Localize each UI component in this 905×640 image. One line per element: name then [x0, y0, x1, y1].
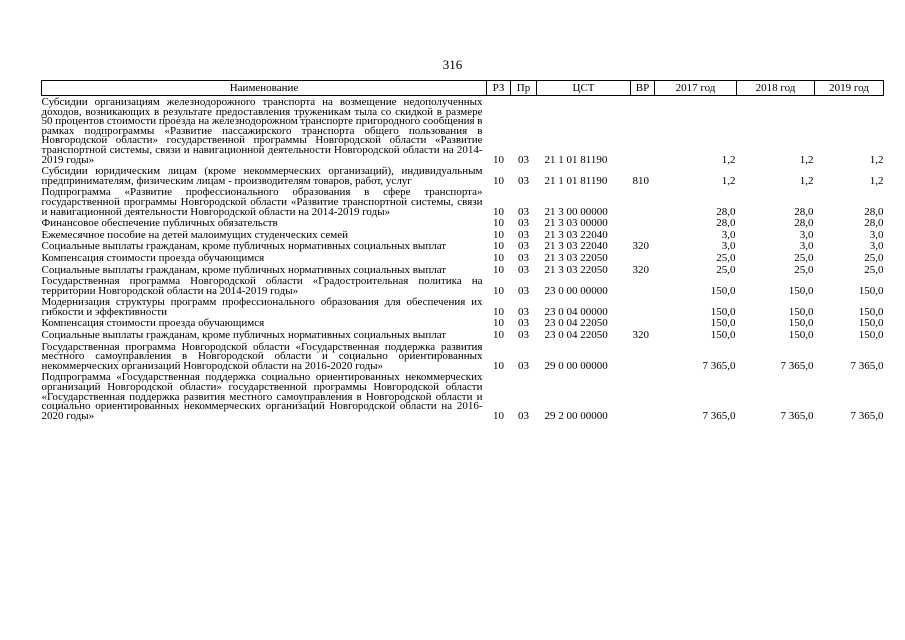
- row-vr: [631, 296, 655, 317]
- row-rz: 10: [493, 329, 504, 342]
- table-row: [42, 341, 884, 372]
- header-vr: ВР: [631, 81, 655, 96]
- row-2018: 150,0: [788, 317, 814, 330]
- table-row: [42, 264, 884, 276]
- row-cst: 21 1 01 81190: [544, 153, 608, 166]
- row-2017: 25,0: [716, 263, 736, 276]
- row-cst: 23 0 00 00000: [544, 284, 608, 297]
- row-2018: 28,0: [794, 217, 814, 230]
- row-rz: 10: [493, 217, 504, 230]
- row-rz: 10: [493, 317, 504, 330]
- row-name: Подпрограмма «Развитие профессионального образования в сфере транспорта» государственной программы Новгородской области «Развитие транспортной системы, связи и навигационной деятельности Новгородской области на 2014-2019 годы»: [41, 186, 483, 218]
- row-2018: 7 365,0: [780, 359, 814, 372]
- budget-table: [41, 80, 884, 421]
- table-row: [42, 371, 884, 421]
- row-cst: 23 0 04 22050: [544, 317, 608, 330]
- row-name: Финансовое обеспечение публичных обязательств: [41, 217, 278, 230]
- table-row: [42, 317, 884, 329]
- page-number: 316: [442, 57, 463, 72]
- row-vr: [631, 229, 655, 241]
- row-rz: 10: [493, 359, 504, 372]
- row-name: Государственная программа Новгородской области «Государственная поддержка развития местного самоуправления в Новгородской области и социально ориентированных некоммерческих организаций Новгородской области на 2016-2020 годы»: [41, 340, 483, 372]
- table-row: [42, 275, 884, 296]
- row-2019: 150,0: [858, 305, 884, 318]
- row-2018: 25,0: [794, 251, 814, 264]
- row-2018: 25,0: [794, 263, 814, 276]
- row-name: Социальные выплаты гражданам, кроме публичных нормативных социальных выплат: [41, 240, 447, 253]
- table-row: [42, 252, 884, 264]
- row-cst: 29 0 00 00000: [544, 359, 608, 372]
- header-cst: ЦСТ: [537, 81, 631, 96]
- header-2017: 2017 год: [655, 81, 737, 96]
- row-2019: 1,2: [869, 153, 884, 166]
- table-row: [42, 186, 884, 217]
- table-row: [42, 329, 884, 341]
- row-vr: 320: [632, 263, 649, 276]
- row-rz: 10: [493, 263, 504, 276]
- row-2018: 1,2: [799, 174, 814, 187]
- row-rz: 10: [493, 240, 504, 253]
- row-2018: 7 365,0: [780, 409, 814, 422]
- row-rz: 10: [493, 153, 504, 166]
- row-2018: 1,2: [799, 153, 814, 166]
- row-cst: 29 2 00 00000: [544, 409, 608, 422]
- row-name: Подпрограмма «Государственная поддержка социально ориентированных некоммерческих организаций Новгородской области» государственной программы Новгородской области «Государственная поддержка развития местного самоуправления в Новгородской области и социально ориентированных некоммерческих организаций Новгородской области на 2016-2020 годы»: [41, 371, 483, 422]
- row-vr: [631, 371, 655, 421]
- table-row: [42, 165, 884, 186]
- row-name: Компенсация стоимости проезда обучающимся: [41, 317, 265, 330]
- row-cst: 23 0 04 22050: [544, 329, 608, 342]
- row-cst: 21 3 03 22040: [544, 228, 608, 241]
- row-2019: 28,0: [864, 205, 884, 218]
- row-2018: 3,0: [799, 228, 814, 241]
- row-pr: 03: [518, 305, 529, 318]
- header-2019: 2019 год: [815, 81, 884, 96]
- row-cst: 21 1 01 81190: [544, 174, 608, 187]
- row-vr: 320: [632, 329, 649, 342]
- header-2018: 2018 год: [737, 81, 815, 96]
- row-2019: 28,0: [864, 217, 884, 230]
- row-pr: 03: [518, 174, 529, 187]
- header-pr: Пр: [511, 81, 537, 96]
- row-2017: 3,0: [721, 240, 736, 253]
- row-pr: 03: [518, 263, 529, 276]
- row-rz: 10: [493, 205, 504, 218]
- row-2017: 150,0: [710, 305, 736, 318]
- row-vr: [631, 341, 655, 372]
- row-2019: 7 365,0: [850, 359, 884, 372]
- row-2017: 150,0: [710, 284, 736, 297]
- row-vr: 320: [632, 240, 649, 253]
- row-rz: 10: [493, 284, 504, 297]
- row-2018: 150,0: [788, 305, 814, 318]
- row-2019: 25,0: [864, 263, 884, 276]
- row-2017: 1,2: [721, 153, 736, 166]
- row-name: Ежемесячное пособие на детей малоимущих студенческих семей: [41, 228, 348, 241]
- row-name: Социальные выплаты гражданам, кроме публичных нормативных социальных выплат: [41, 329, 447, 342]
- header-rz: РЗ: [487, 81, 511, 96]
- row-2017: 150,0: [710, 329, 736, 342]
- row-rz: 10: [493, 251, 504, 264]
- row-pr: 03: [518, 240, 529, 253]
- row-2018: 150,0: [788, 329, 814, 342]
- table-row: [42, 296, 884, 317]
- row-2017: 7 365,0: [702, 409, 736, 422]
- row-vr: [631, 186, 655, 217]
- table-row: [42, 229, 884, 241]
- row-vr: 810: [632, 174, 649, 187]
- row-2018: 3,0: [799, 240, 814, 253]
- row-name: Компенсация стоимости проезда обучающимся: [41, 251, 265, 264]
- table-row: [42, 240, 884, 252]
- row-name: Субсидии юридическим лицам (кроме некоммерческих организаций), индивидуальным предпринимателям, физическим лицам - производителям товаров, работ, услуг: [41, 165, 483, 187]
- row-name: Модернизация структуры программ профессионального образования для обеспечения их гибкости и эффективности: [41, 296, 483, 318]
- table-row: [42, 96, 884, 166]
- row-rz: 10: [493, 174, 504, 187]
- row-2019: 1,2: [869, 174, 884, 187]
- row-pr: 03: [518, 228, 529, 241]
- row-vr: [631, 217, 655, 229]
- row-2019: 3,0: [869, 228, 884, 241]
- row-name: Субсидии организациям железнодорожного транспорта на возмещение недополученных доходов, возникающих в результате предоставления труженикам тыла со скидкой в размере 50 процентов стоимости проезда на железнодорожном транспорте пригородного сообщения в рамках подпрограммы «Развитие пассажирского транспорта общего пользования в Новгородской области» государственной программы Новгородской области «Развитие транспортной системы, связи и навигационной деятельности Новгородской области на 2014-2019 годы»: [41, 96, 483, 166]
- row-2019: 150,0: [858, 284, 884, 297]
- row-2019: 25,0: [864, 251, 884, 264]
- row-vr: [631, 96, 655, 166]
- row-name: Социальные выплаты гражданам, кроме публичных нормативных социальных выплат: [41, 263, 447, 276]
- row-2017: 28,0: [716, 205, 736, 218]
- row-pr: 03: [518, 251, 529, 264]
- row-2017: 150,0: [710, 317, 736, 330]
- row-2019: 150,0: [858, 317, 884, 330]
- row-2017: 28,0: [716, 217, 736, 230]
- header-name: Наименование: [42, 81, 487, 96]
- row-2017: 25,0: [716, 251, 736, 264]
- row-2017: 7 365,0: [702, 359, 736, 372]
- table-header-row: [42, 81, 884, 96]
- row-cst: 21 3 03 22050: [544, 263, 608, 276]
- row-pr: 03: [518, 329, 529, 342]
- row-name: Государственная программа Новгородской области «Градостроительная политика на территории Новгородской области на 2014-2019 годы»: [41, 275, 483, 297]
- row-2019: 150,0: [858, 329, 884, 342]
- row-rz: 10: [493, 409, 504, 422]
- row-vr: [631, 252, 655, 264]
- row-cst: 21 3 00 00000: [544, 205, 608, 218]
- row-2017: 3,0: [721, 228, 736, 241]
- row-cst: 21 3 03 00000: [544, 217, 608, 230]
- row-pr: 03: [518, 284, 529, 297]
- row-2017: 1,2: [721, 174, 736, 187]
- row-2019: 7 365,0: [850, 409, 884, 422]
- row-cst: 21 3 03 22040: [544, 240, 608, 253]
- row-pr: 03: [518, 359, 529, 372]
- row-pr: 03: [518, 153, 529, 166]
- row-vr: [631, 275, 655, 296]
- table-row: [42, 217, 884, 229]
- row-rz: 10: [493, 228, 504, 241]
- row-pr: 03: [518, 217, 529, 230]
- row-cst: 21 3 03 22050: [544, 251, 608, 264]
- row-pr: 03: [518, 205, 529, 218]
- row-pr: 03: [518, 409, 529, 422]
- row-2019: 3,0: [869, 240, 884, 253]
- row-2018: 28,0: [794, 205, 814, 218]
- row-pr: 03: [518, 317, 529, 330]
- row-rz: 10: [493, 305, 504, 318]
- row-2018: 150,0: [788, 284, 814, 297]
- row-vr: [631, 317, 655, 329]
- row-cst: 23 0 04 00000: [544, 305, 608, 318]
